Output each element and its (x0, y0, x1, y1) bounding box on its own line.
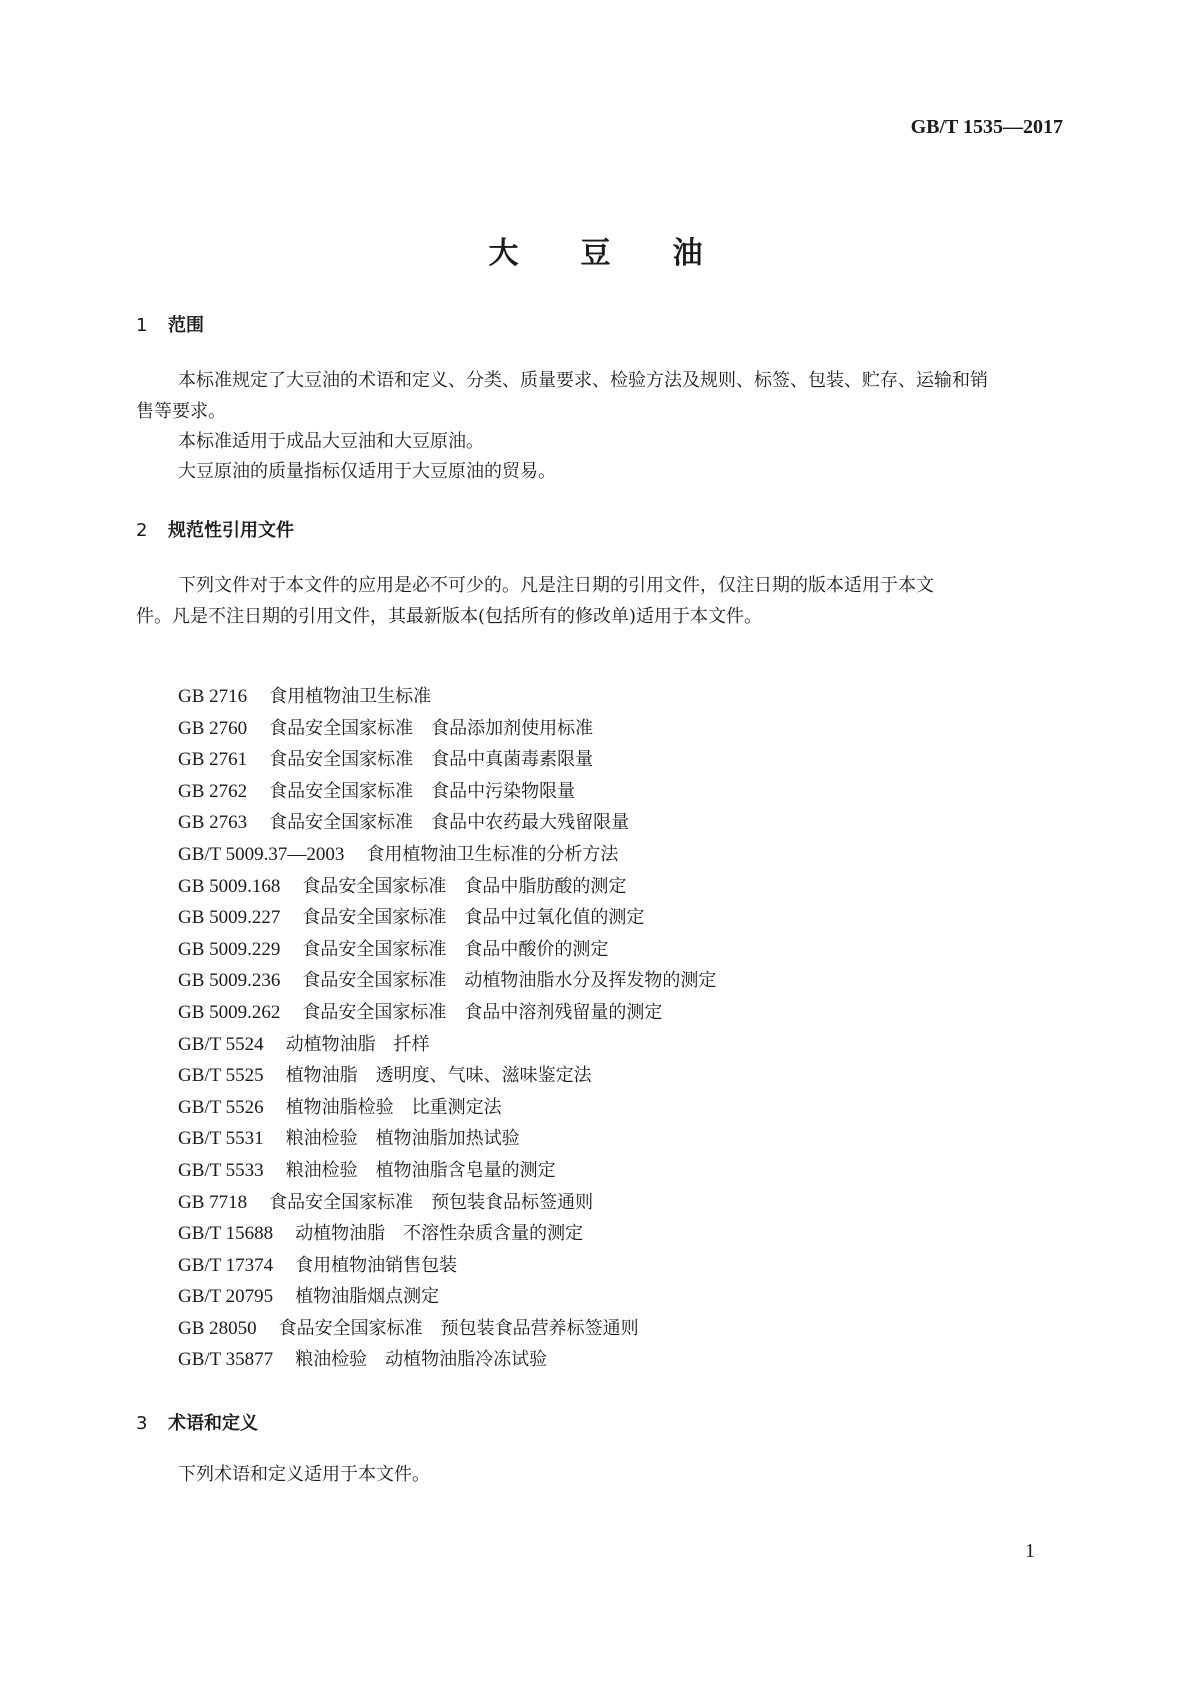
page-number: 1 (1025, 1540, 1035, 1562)
reference-title: 食品安全国家标准 食品中农药最大残留限量 (269, 812, 630, 834)
reference-title: 粮油检验 植物油脂加热试验 (285, 1128, 520, 1150)
section-1-paragraph-1 (136, 365, 1069, 427)
paragraph-line: 本标准规定了大豆油的术语和定义、分类、质量要求、检验方法及规则、标签、包装、贮存、运输和销 (178, 370, 988, 391)
section-3-paragraph-1: 下列术语和定义适用于本文件。 (178, 1464, 430, 1485)
reference-item (178, 1060, 716, 1092)
reference-item (178, 681, 716, 713)
reference-item (178, 713, 716, 745)
reference-title: 食品安全国家标准 预包装食品标签通则 (269, 1191, 594, 1213)
reference-code: GB 5009.262 (178, 1001, 281, 1023)
reference-item (178, 1155, 716, 1187)
reference-title: 植物油脂 透明度、气味、滋味鉴定法 (285, 1065, 592, 1087)
paragraph-line: 下列文件对于本文件的应用是必不可少的。凡是注日期的引用文件，仅注日期的版本适用于本文 (178, 575, 934, 596)
reference-code: GB/T 5009.37—2003 (178, 843, 345, 865)
section-title: 规范性引用文件 (168, 520, 294, 541)
reference-title: 植物油脂烟点测定 (295, 1286, 440, 1308)
reference-item (178, 965, 716, 997)
reference-item (178, 807, 716, 839)
reference-item (178, 1250, 716, 1282)
reference-title: 食品安全国家标准 食品中酸价的测定 (302, 938, 609, 960)
reference-title: 食品安全国家标准 食品添加剂使用标准 (269, 717, 594, 739)
section-1-paragraph-2: 本标准适用于成品大豆油和大豆原油。 (178, 431, 484, 452)
reference-code: GB 5009.227 (178, 907, 281, 929)
reference-code: GB/T 5524 (178, 1033, 264, 1055)
reference-code: GB 28050 (178, 1317, 257, 1339)
reference-title: 动植物油脂 扦样 (285, 1033, 430, 1055)
reference-code: GB 2716 (178, 686, 248, 707)
reference-item (178, 902, 716, 934)
reference-title: 动植物油脂 不溶性杂质含量的测定 (295, 1223, 584, 1245)
section-title: 术语和定义 (168, 1413, 258, 1434)
reference-title: 食品安全国家标准 动植物油脂水分及挥发物的测定 (302, 970, 717, 992)
reference-code: GB 2763 (178, 812, 248, 834)
reference-title: 食品安全国家标准 食品中溶剂残留量的测定 (302, 1001, 663, 1023)
reference-item (178, 871, 716, 903)
reference-code: GB 2761 (178, 749, 248, 771)
paragraph-line: 件。凡是不注日期的引用文件，其最新版本(包括所有的修改单)适用于本文件。 (136, 606, 763, 627)
section-number: 2 (136, 520, 148, 541)
section-1-paragraph-3: 大豆原油的质量指标仅适用于大豆原油的贸易。 (178, 461, 556, 482)
document-title: 大豆油 (488, 236, 765, 271)
reference-code: GB 5009.229 (178, 938, 281, 960)
reference-item (178, 1344, 716, 1376)
standard-code: GB/T 1535—2017 (910, 116, 1063, 138)
reference-item (178, 1123, 716, 1155)
reference-title: 食品安全国家标准 食品中污染物限量 (269, 780, 576, 802)
reference-code: GB 5009.168 (178, 875, 281, 897)
reference-title: 食品安全国家标准 食品中脂肪酸的测定 (302, 875, 627, 897)
reference-code: GB 2760 (178, 717, 248, 739)
reference-code: GB 2762 (178, 780, 248, 802)
reference-item (178, 744, 716, 776)
normative-reference-list (178, 681, 716, 1376)
reference-code: GB/T 5533 (178, 1159, 264, 1181)
reference-item (178, 934, 716, 966)
reference-code: GB/T 5526 (178, 1096, 264, 1118)
section-number: 3 (136, 1413, 148, 1434)
reference-title: 食品安全国家标准 食品中过氧化值的测定 (302, 907, 645, 929)
reference-code: GB/T 15688 (178, 1223, 274, 1245)
reference-title: 食品安全国家标准 预包装食品营养标签通则 (278, 1317, 639, 1339)
reference-title: 食用植物油卫生标准 (269, 686, 432, 707)
reference-item (178, 839, 716, 871)
reference-item (178, 1092, 716, 1124)
paragraph-line: 售等要求。 (136, 401, 226, 422)
reference-item (178, 1313, 716, 1345)
reference-code: GB/T 17374 (178, 1254, 274, 1276)
reference-title: 粮油检验 动植物油脂冷冻试验 (295, 1349, 548, 1371)
reference-title: 粮油检验 植物油脂含皂量的测定 (285, 1159, 556, 1181)
reference-title: 食用植物油卫生标准的分析方法 (366, 843, 619, 865)
reference-code: GB/T 20795 (178, 1286, 274, 1308)
reference-code: GB 5009.236 (178, 970, 281, 992)
reference-item (178, 997, 716, 1029)
reference-item (178, 1218, 716, 1250)
section-title: 范围 (168, 315, 204, 336)
section-2-heading (136, 516, 294, 542)
reference-title: 食用植物油销售包装 (295, 1254, 458, 1276)
reference-item (178, 1281, 716, 1313)
reference-code: GB/T 5531 (178, 1128, 264, 1150)
reference-title: 植物油脂检验 比重测定法 (285, 1096, 502, 1118)
reference-item (178, 776, 716, 808)
reference-code: GB 7718 (178, 1191, 248, 1213)
section-3-heading (136, 1409, 258, 1435)
reference-item (178, 1029, 716, 1061)
reference-title: 食品安全国家标准 食品中真菌毒素限量 (269, 749, 594, 771)
reference-code: GB/T 5525 (178, 1065, 264, 1087)
section-number: 1 (136, 315, 148, 336)
section-1-heading (136, 311, 204, 337)
reference-item (178, 1187, 716, 1219)
section-2-intro (136, 570, 1069, 632)
reference-code: GB/T 35877 (178, 1349, 274, 1371)
